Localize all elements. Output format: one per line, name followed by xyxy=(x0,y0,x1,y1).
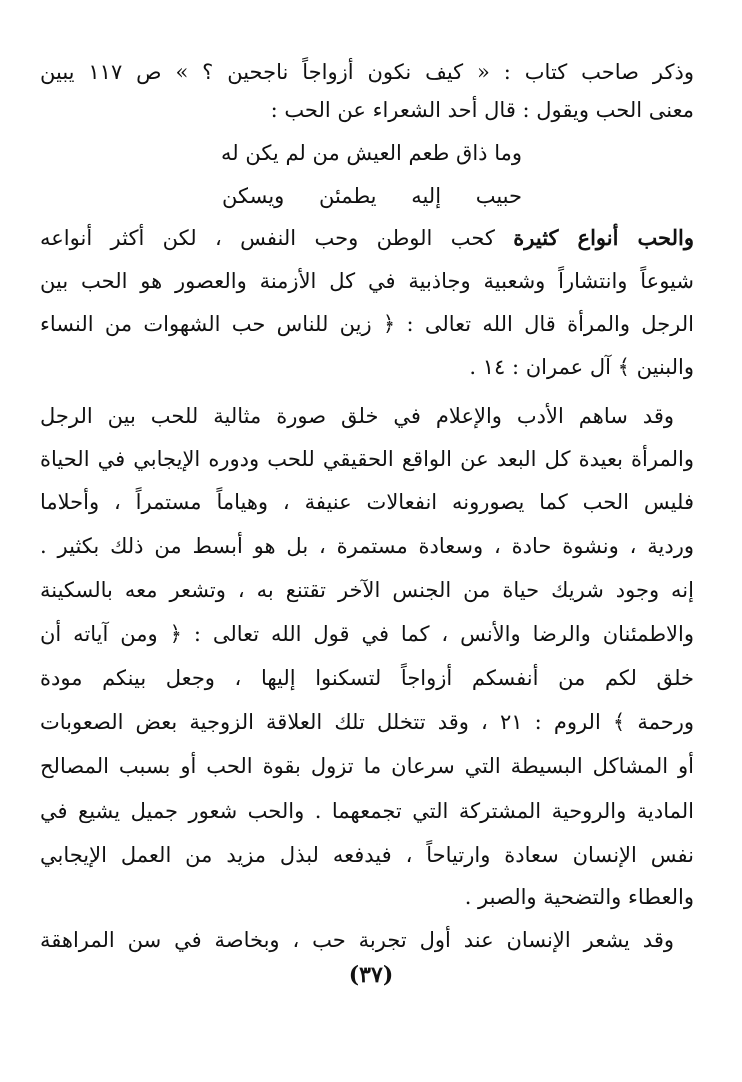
poem-verse: حبيب إليه يطمئن ويسكن xyxy=(222,184,522,208)
text-line: وذكر صاحب كتاب : « كيف نكون أزواجاً ناجحين ؟ » ص ١١٧ يبين xyxy=(40,60,694,84)
text-line: فليس الحب كما يصورونه انفعالات عنيفة ، وهياماً مستمراً ، وأحلاما xyxy=(40,490,695,514)
text-line: والحب أنواع كثيرة كحب الوطن وحب النفس ، لكن أكثر أنواعه xyxy=(40,225,694,250)
text-line: معنى الحب ويقول : قال أحد الشعراء عن الحب : xyxy=(270,98,694,122)
text-line: والبنين ﴾ آل عمران : ١٤ . xyxy=(469,355,694,379)
text-line: والاطمئنان والرضا والأنس ، كما في قول الله تعالى : ﴿ ومن آياته أن xyxy=(40,622,694,646)
text-line: وقد ساهم الأدب والإعلام في خلق صورة مثالية للحب بين الرجل xyxy=(40,404,674,428)
bold-lead: والحب أنواع كثيرة xyxy=(513,225,694,250)
text-line: شيوعاً وانتشاراً وشعبية وجاذبية في كل الأزمنة والعصور هو الحب بين xyxy=(40,269,694,293)
text-line: أو المشاكل البسيطة التي سرعان ما تزول بقوة الحب أو بسبب المصالح xyxy=(40,754,694,778)
text-line: خلق لكم من أنفسكم أزواجاً لتسكنوا إليها ، وجعل بينكم مودة xyxy=(40,666,694,690)
text-line: نفس الإنسان سعادة وارتياحاً ، فيدفعه لبذل مزيد من العمل الإيجابي xyxy=(40,843,694,867)
text-line: والمرأة بعيدة كل البعد عن الواقع الحقيقي للحب ودوره الإيجابي في الحياة xyxy=(40,447,694,471)
poem-verse: وما ذاق طعم العيش من لم يكن له xyxy=(221,141,522,165)
text-line: وقد يشعر الإنسان عند أول تجربة حب ، وبخاصة في سن المراهقة xyxy=(40,928,674,952)
text-line: والعطاء والتضحية والصبر . xyxy=(464,885,694,909)
text-line: المادية والروحية المشتركة التي تجمعهما . والحب شعور جميل يشيع في xyxy=(40,799,694,823)
text-line: ورحمة ﴾ الروم : ٢١ ، وقد تتخلل تلك العلاقة الزوجية بعض الصعوبات xyxy=(40,710,694,734)
page-number: (٣٧) xyxy=(348,962,394,988)
text-line: الرجل والمرأة قال الله تعالى : ﴿ زين للناس حب الشهوات من النساء xyxy=(40,312,694,336)
text-line: وردية ، ونشوة حادة ، وسعادة مستمرة ، بل هو أبسط من ذلك بكثير . xyxy=(40,534,694,558)
text-line: إنه وجود شريك حياة من الجنس الآخر تقتنع به ، وتشعر معه بالسكينة xyxy=(40,578,694,602)
